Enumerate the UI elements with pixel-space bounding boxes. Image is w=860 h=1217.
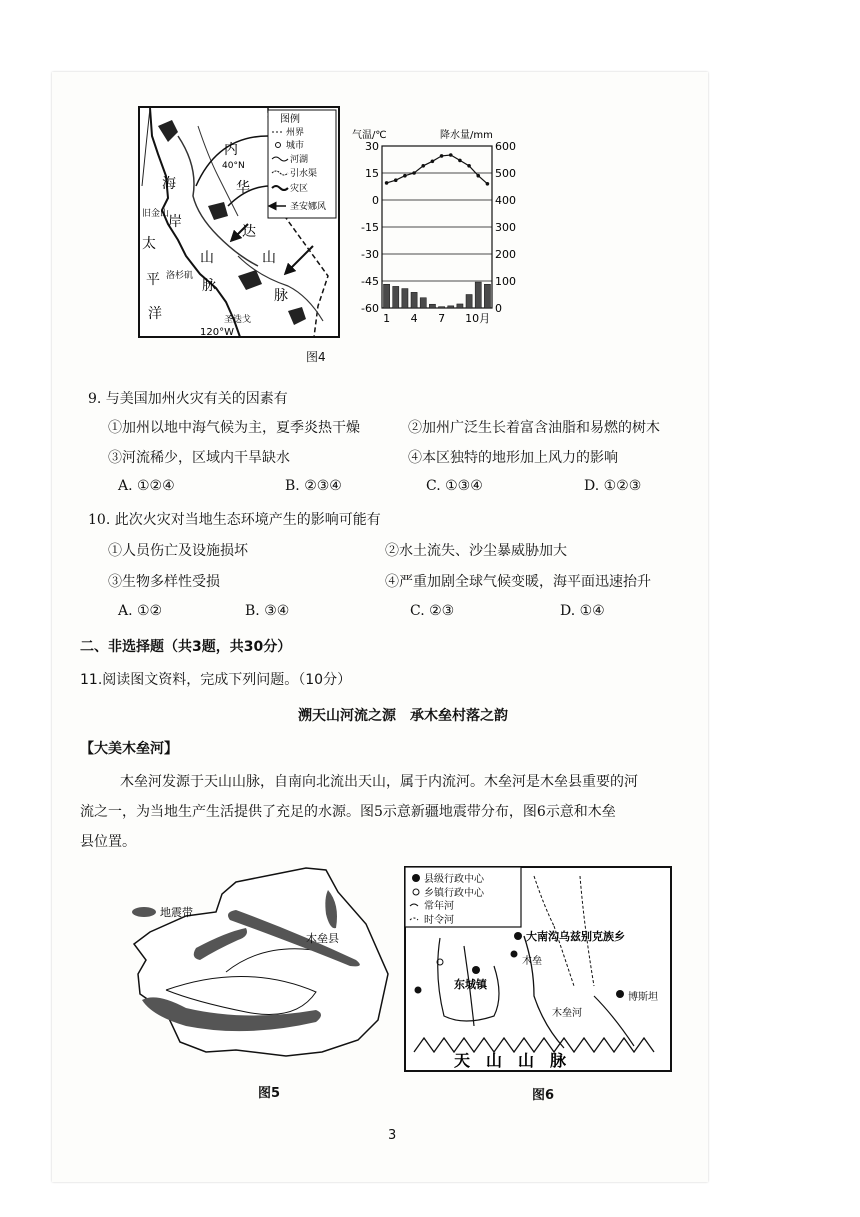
legend-perennial-river: 常年河 [424,901,454,912]
temp-point [467,164,471,168]
y-right-tick: 100 [495,275,516,288]
label-120w: 120°W [200,327,234,338]
subhead: 【大美木垒河】 [80,741,178,757]
mulei-location-map [404,866,674,1074]
para-line-1: 木垒河发源于天山山脉，自南向北流出天山，属于内流河。木垒河是木垒县重要的河 [120,774,638,790]
y-left-tick: -30 [361,248,379,261]
x-tick: 7 [438,312,446,325]
temp-point [431,160,435,164]
q11-stem: 11.阅读图文资料，完成下列问题。（10分） [80,672,352,688]
q10-s2: ②水土流失、沙尘暴威胁加大 [385,543,567,559]
label-shan: 山 [262,250,276,266]
q10-option-c[interactable]: C. ②③ [410,603,455,619]
label-mulei: 木垒 [522,956,542,967]
q9-s1: ①加州以地中海气候为主，夏季炎热干燥 [108,420,360,436]
label-mai2: 脉 [202,278,216,294]
label-da: 达 [242,224,256,240]
precip-bar [384,284,390,308]
q10-stem: 10. 此次火灾对当地生态环境产生的影响可能有 [88,512,381,528]
precip-bar [475,282,481,308]
label-bositan: 博斯坦 [628,992,658,1003]
xinjiang-seismic-map [126,862,398,1072]
label-an: 岸 [168,214,182,230]
section-2-heading: 二、非选择题（共3题，共30分） [80,639,292,655]
q10-option-a[interactable]: A. ①② [118,603,163,619]
legend-river: 河湖 [290,155,309,165]
temp-point [449,153,453,157]
label-sf: 旧金山 [142,209,170,219]
california-map [138,106,342,340]
temp-point [476,174,480,178]
fig4-caption: 图4 [306,350,326,364]
x-tick: 1 [383,312,391,325]
precip-bar [429,304,435,308]
temp-point [385,181,389,185]
q10-option-d[interactable]: D. ①④ [560,603,605,619]
legend-title: 图例 [280,114,300,125]
precip-bar [484,284,490,308]
fig5-caption: 图5 [258,1086,281,1101]
precip-bar [420,298,426,308]
para-line-3: 县位置。 [80,834,136,850]
temp-point [440,154,444,158]
temp-point [412,171,416,175]
label-mulei-county: 木垒县 [306,932,339,945]
legend-wind: 圣安娜风 [290,202,327,212]
y-right-tick: 600 [495,140,516,153]
label-hai: 海 [162,176,176,192]
temp-point [486,182,490,186]
q9-stem: 9. 与美国加州火灾有关的因素有 [88,391,288,407]
legend-disaster: 灾区 [290,184,309,194]
label-tianshan: 天 山 山 脉 [454,1051,567,1070]
precip-bar [457,304,463,308]
label-dongcheng: 东城镇 [454,978,487,991]
q9-option-c[interactable]: C. ①③④ [426,478,483,494]
legend-state: 州界 [286,128,305,138]
label-la: 洛杉矶 [166,271,194,281]
q10-s4: ④严重加剧全球气候变暖，海平面迅速抬升 [385,574,651,590]
y-right-tick: 200 [495,248,516,261]
y-left-tick: -45 [361,275,379,288]
y-left-tick: -60 [361,302,379,315]
fig6-caption: 图6 [532,1088,555,1103]
label-40n: 40°N [222,161,245,171]
label-shan2: 山 [200,250,214,266]
q9-s2: ②加州广泛生长着富含油脂和易燃的树木 [408,420,660,436]
y-right-tick: 500 [495,167,516,180]
legend-canal: 引水渠 [290,169,318,179]
q10-s1: ①人员伤亡及设施损坏 [108,543,248,559]
q10-s3: ③生物多样性受损 [108,574,220,590]
label-ping: 平 [146,272,160,288]
y-right-tick: 300 [495,221,516,234]
temp-point [458,159,462,163]
para-line-2: 流之一，为当地生产生活提供了充足的水源。图5示意新疆地震带分布，图6示意和木垒 [80,804,616,820]
temp-point [394,178,398,182]
precip-bar [402,289,408,308]
precip-bar [448,306,454,308]
legend-city: 城市 [286,141,305,151]
y-left-unit: 气温/℃ [352,130,387,141]
article-title: 溯天山河流之源 承木垒村落之韵 [298,708,508,724]
y-right-tick: 400 [495,194,516,207]
q9-s3: ③河流稀少，区域内干旱缺水 [108,450,290,466]
x-tick: 4 [410,312,418,325]
label-sd: 圣迭戈 [224,315,252,325]
label-hua: 华 [236,180,250,196]
legend-seasonal-river: 时令河 [424,915,454,926]
y-left-tick: -15 [361,221,379,234]
precip-bar [439,307,445,308]
y-left-tick: 15 [365,167,379,180]
temp-point [421,164,425,168]
label-nei: 内 [224,142,238,158]
label-tai: 太 [142,236,156,252]
y-right-tick: 0 [495,302,502,315]
legend-county-center: 县级行政中心 [424,874,484,885]
legend-seismic-swatch [132,907,156,917]
x-tick: 10月 [465,312,491,325]
temp-point [403,174,407,178]
q9-option-d[interactable]: D. ①②③ [584,478,642,494]
label-mai: 脉 [274,288,288,304]
page-number: 3 [388,1128,397,1143]
label-yang: 洋 [148,306,162,322]
temp-line [387,155,488,184]
precip-bar [393,286,399,308]
y-left-tick: 0 [372,194,379,207]
legend-town-center: 乡镇行政中心 [424,888,484,899]
climate-chart [352,126,522,332]
q9-option-a[interactable]: A. ①②④ [118,478,175,494]
legend-seismic-label: 地震带 [160,906,193,919]
q9-option-b[interactable]: B. ②③④ [285,478,342,494]
q9-s4: ④本区独特的地形加上风力的影响 [408,450,618,466]
y-right-unit: 降水量/mm [440,130,493,141]
precip-bar [411,292,417,308]
label-mulei-river: 木垒河 [552,1008,582,1019]
q10-option-b[interactable]: B. ③④ [245,603,290,619]
y-left-tick: 30 [365,140,379,153]
label-danangou: 大南沟乌兹别克族乡 [526,930,625,943]
precip-bar [466,295,472,309]
